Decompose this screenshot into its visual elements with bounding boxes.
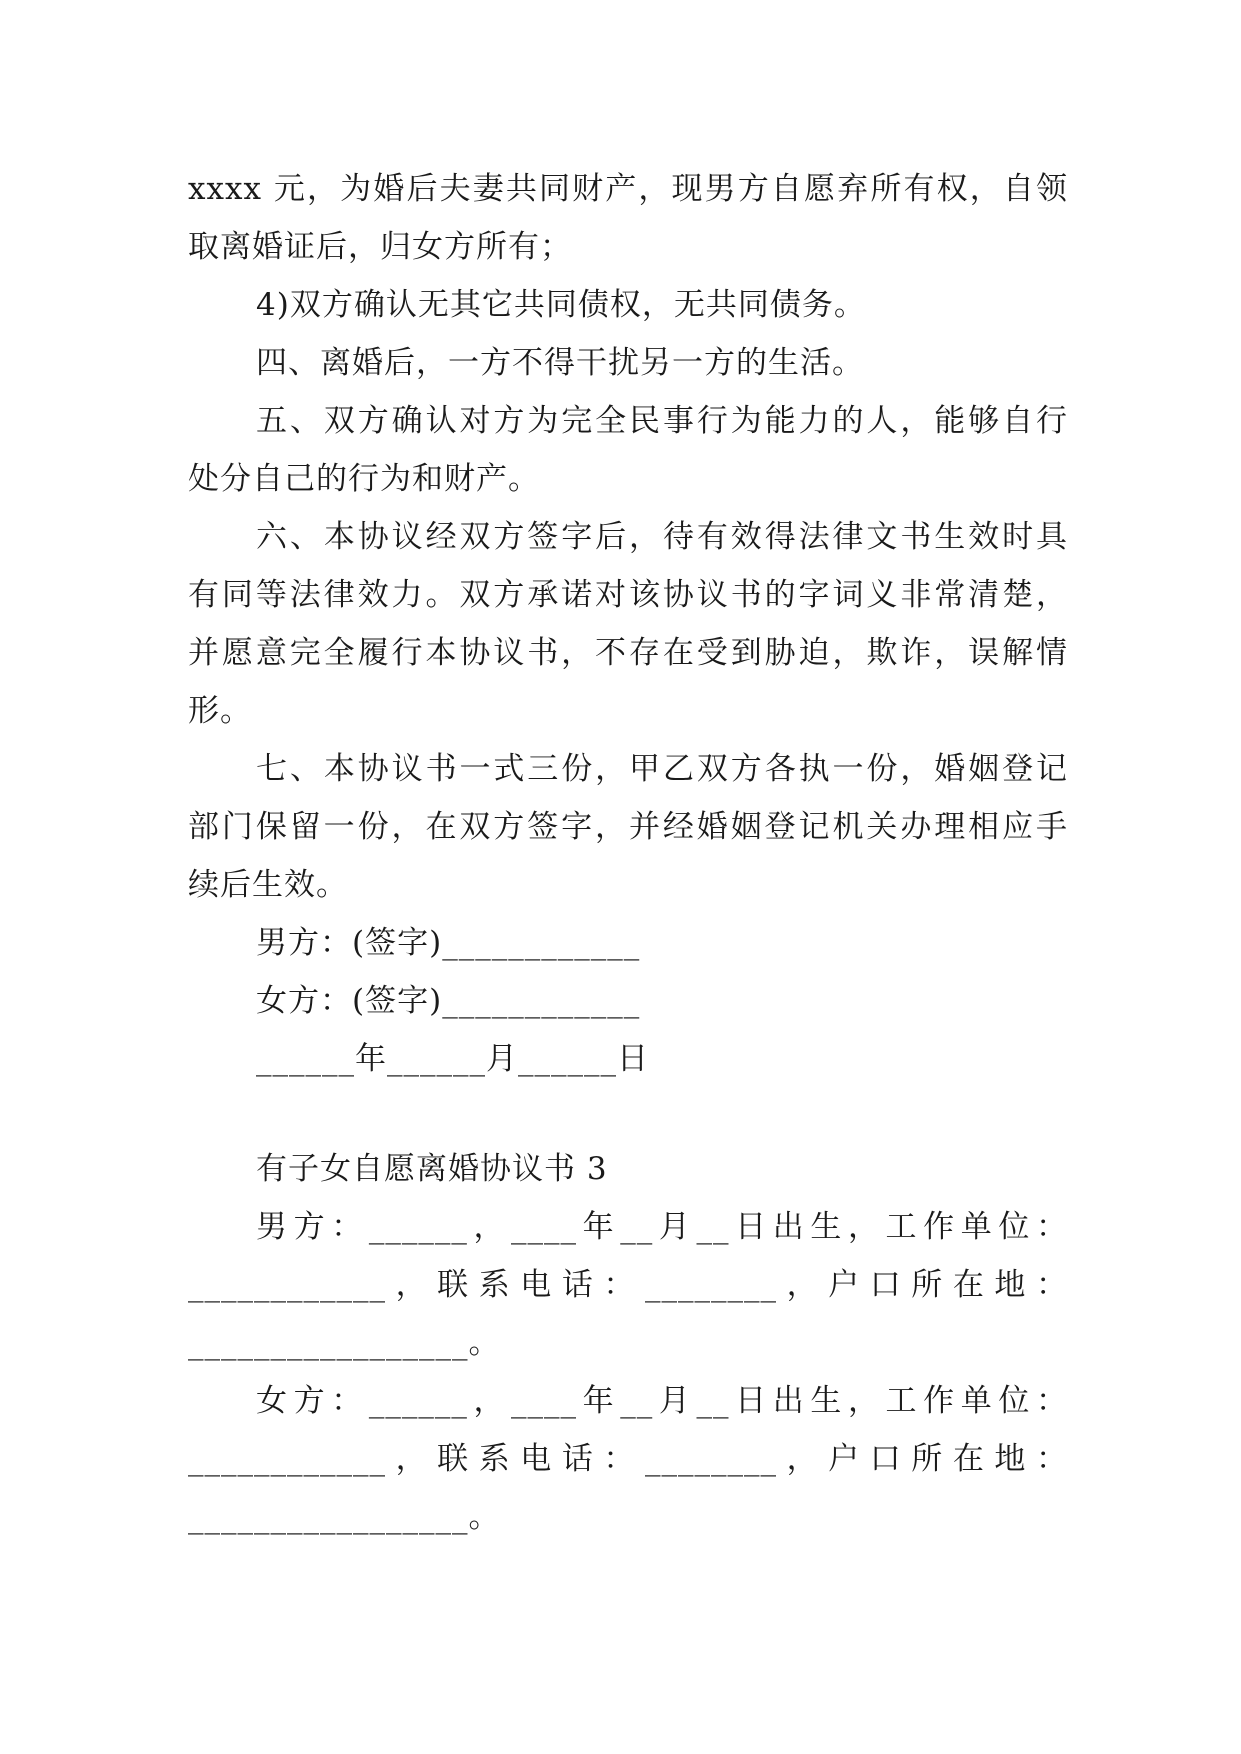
clause-seven: 七、本协议书一式三份，甲乙双方各执一份，婚姻登记 (256, 751, 1068, 787)
section-title: 有子女自愿离婚协议书 3 (256, 1151, 608, 1187)
paragraph-line: 取离婚证后，归女方所有； (188, 229, 572, 265)
date-line: ______年______月______日 (256, 1041, 649, 1077)
clause-four: 四、离婚后，一方不得干扰另一方的生活。 (256, 345, 864, 381)
paragraph-line: 并愿意完全履行本协议书，不存在受到胁迫，欺诈，误解情 (188, 635, 1068, 671)
female-info-line-3: _________________。 (188, 1499, 501, 1535)
clause-six: 六、本协议经双方签字后，待有效得法律文书生效时具 (256, 519, 1068, 555)
document-page (188, 160, 1068, 1546)
paragraph-line: 续后生效。 (188, 867, 348, 903)
female-signature-line: 女方：(签字)____________ (256, 983, 641, 1019)
male-info-line-2: ____________，联系电话：________，户口所在地： (188, 1267, 1068, 1303)
male-info-line-3: _________________。 (188, 1325, 501, 1361)
female-info-line-2: ____________，联系电话：________，户口所在地： (188, 1441, 1068, 1477)
male-signature-line: 男方：(签字)____________ (256, 925, 641, 961)
clause-five: 五、双方确认对方为完全民事行为能力的人，能够自行 (256, 403, 1068, 439)
clause-4: 4)双方确认无其它共同债权，无共同债务。 (256, 287, 866, 323)
paragraph-line: 部门保留一份，在双方签字，并经婚姻登记机关办理相应手 (188, 809, 1068, 845)
paragraph-line: 处分自己的行为和财产。 (188, 461, 540, 497)
paragraph-line: 形。 (188, 693, 252, 729)
paragraph-line: xxxx 元，为婚后夫妻共同财产，现男方自愿弃所有权，自领 (188, 171, 1068, 207)
female-info-line-1: 女方：______，____年__月__日出生，工作单位： (256, 1383, 1068, 1419)
male-info-line-1: 男方：______，____年__月__日出生，工作单位： (256, 1209, 1068, 1245)
paragraph-line: 有同等法律效力。双方承诺对该协议书的字词义非常清楚， (188, 577, 1068, 613)
section-gap (188, 1088, 1068, 1140)
